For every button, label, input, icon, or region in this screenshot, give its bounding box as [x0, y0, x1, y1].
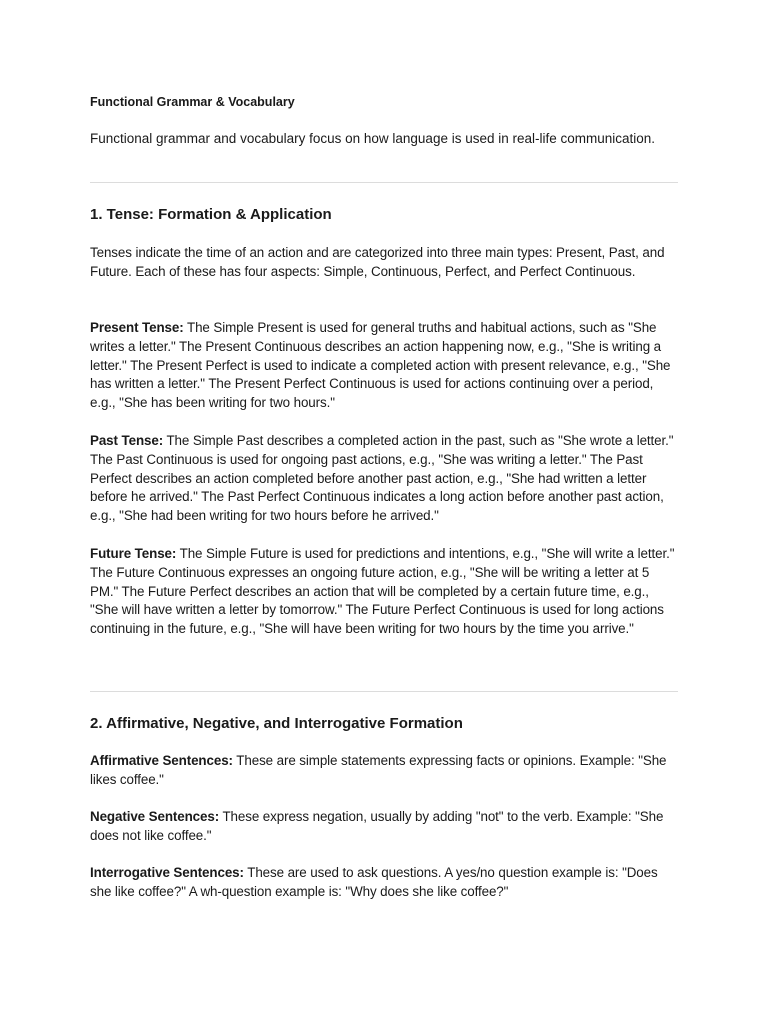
past-tense-label: Past Tense: [90, 433, 164, 448]
interrogative-paragraph [90, 864, 680, 902]
negative-text: These express negation, usually by adding "not" to the verb. Example: "She does not like coffee." [90, 809, 664, 843]
future-tense-label: Future Tense: [90, 546, 177, 561]
future-tense-paragraph [90, 545, 680, 639]
past-tense-paragraph [90, 432, 680, 526]
negative-paragraph [90, 808, 680, 846]
past-tense-text: The Simple Past describes a completed action in the past, such as "She wrote a letter." The Past Continuous is used for ongoing past actions, e.g., "She was writing a letter." The Past Perfect describes an action completed before another past action, e.g., "She had written a letter before he arrived." The Past Perfect Continuous indicates a long action before another past action, e.g., "She had been writing for two hours before he arrived." [90, 433, 674, 524]
tense-overview-paragraph: Tenses indicate the time of an action and are categorized into three main types: Present, Past, and Future. Each of these has four aspects: Simple, Continuous, Perfect, and Perfect Continuous. [90, 245, 665, 279]
future-tense-text: The Simple Future is used for predictions and intentions, e.g., "She will write a letter." The Future Continuous expresses an ongoing future action, e.g., "She will be writing a letter at 5 PM." The Future Perfect describes an action that will be completed by a certain future time, e.g., "She will have written a letter by tomorrow." The Future Perfect Continuous is used for long actions continuing in the future, e.g., "She will have been writing for two hours by the time you arrive." [90, 546, 675, 637]
present-tense-label: Present Tense: [90, 320, 184, 335]
divider-2 [90, 691, 678, 692]
affirmative-text: These are simple statements expressing facts or opinions. Example: "She likes coffee." [90, 753, 667, 787]
intro-paragraph: Functional grammar and vocabulary focus on how language is used in real-life communication. [90, 131, 656, 146]
divider-1 [90, 182, 678, 183]
present-tense-text: The Simple Present is used for general truths and habitual actions, such as "She writes a letter." The Present Continuous describes an action happening now, e.g., "She is writing a letter." The Present Perfect is used to indicate a completed action with present relevance, e.g., "She has written a letter." The Present Perfect Continuous is used for actions continuing over a period, e.g., "She has been writing for two hours." [90, 320, 671, 411]
section-2-heading: 2. Affirmative, Negative, and Interrogative Formation [90, 715, 463, 732]
affirmative-paragraph [90, 752, 680, 790]
interrogative-label: Interrogative Sentences: [90, 865, 244, 880]
affirmative-label: Affirmative Sentences: [90, 753, 233, 768]
negative-label: Negative Sentences: [90, 809, 220, 824]
interrogative-text: These are used to ask questions. A yes/no question example is: "Does she like coffee?" A wh-question example is: "Why does she like coffee?" [90, 865, 658, 899]
section-1-heading: 1. Tense: Formation & Application [90, 206, 332, 223]
present-tense-paragraph [90, 319, 680, 413]
document-title: Functional Grammar & Vocabulary [90, 95, 295, 109]
